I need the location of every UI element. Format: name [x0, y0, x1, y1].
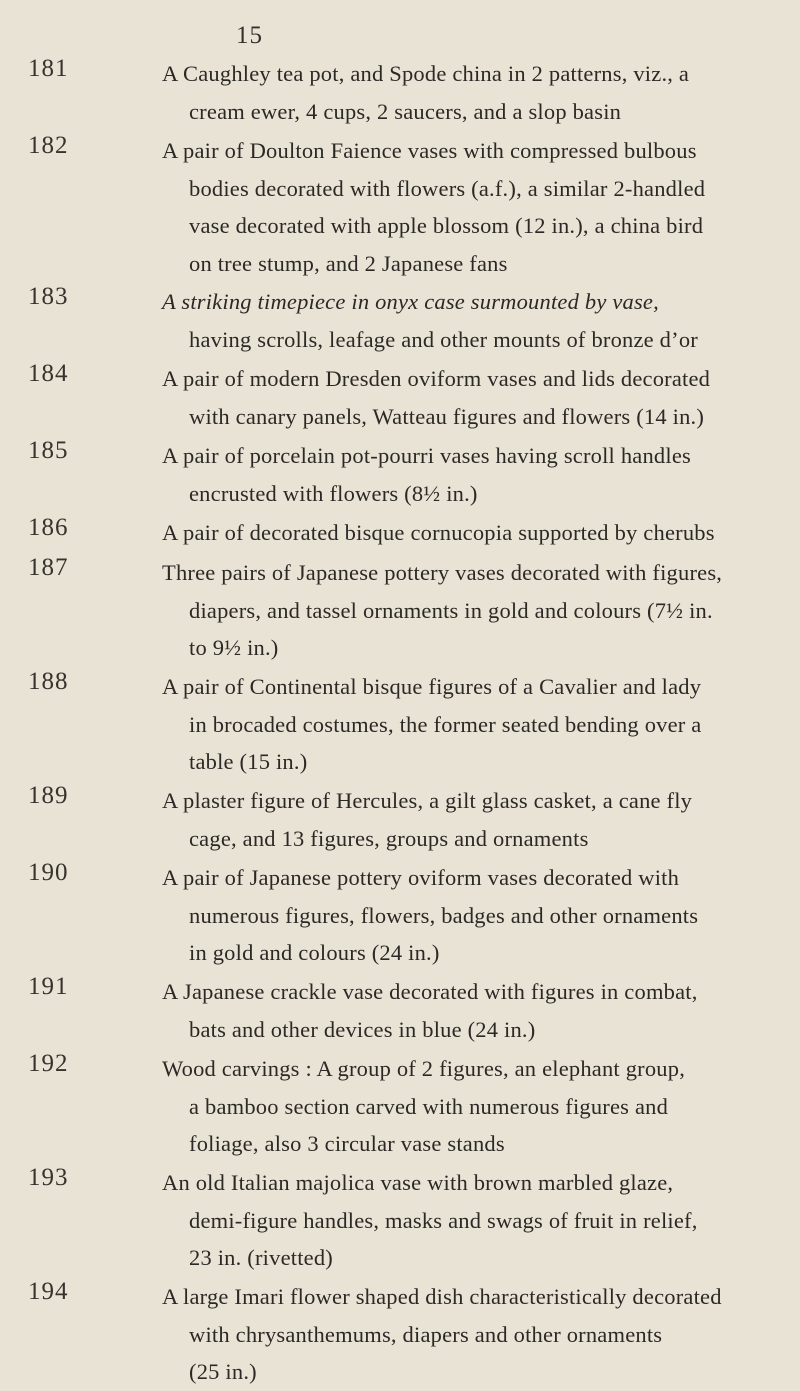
lot-line: on tree stump, and 2 Japanese fans — [189, 250, 508, 276]
lot-line: Three pairs of Japanese pottery vases decorated with figures, — [162, 560, 723, 585]
lot-line: A pair of Continental bisque figures of a Cavalier and lady — [162, 674, 702, 699]
lot-line: Wood carvings : A group of 2 figures, an elephant group, — [162, 1056, 686, 1081]
page-number: 15 — [236, 22, 263, 49]
lot-line: A pair of decorated bisque cornucopia supported by cherubs — [162, 520, 715, 545]
lot-number: 191 — [28, 973, 69, 1000]
lot-number: 194 — [28, 1278, 69, 1305]
lot-line: table (15 in.) — [189, 749, 308, 774]
lot-line: A plaster figure of Hercules, a gilt glass casket, a cane fly — [162, 788, 693, 813]
lot-number: 193 — [28, 1164, 69, 1191]
lot-line: a bamboo section carved with numerous figures and — [189, 1093, 669, 1119]
lot-line: numerous figures, flowers, badges and other ornaments — [189, 902, 699, 928]
lot-number: 192 — [28, 1050, 69, 1077]
lot-line: encrusted with flowers (8½ in.) — [189, 480, 478, 506]
lot-line: with chrysanthemums, diapers and other ornaments — [189, 1321, 663, 1347]
lot-line: having scrolls, leafage and other mounts of bronze d’or — [189, 326, 698, 352]
lot-description — [162, 973, 780, 1048]
lot-number: 183 — [28, 283, 69, 310]
lot-description — [162, 1164, 780, 1277]
lot-description — [162, 514, 780, 552]
lot-description — [162, 1278, 780, 1391]
lot-line: (25 in.) — [189, 1359, 257, 1384]
lot-description — [162, 668, 780, 781]
lot-line: A pair of Doulton Faience vases with compressed bulbous — [162, 138, 697, 163]
lot-number: 187 — [28, 554, 69, 581]
lot-line: bats and other devices in blue (24 in.) — [189, 1016, 536, 1042]
lot-line: cream ewer, 4 cups, 2 saucers, and a slop basin — [189, 98, 622, 124]
lot-line: A Japanese crackle vase decorated with figures in combat, — [162, 979, 698, 1004]
lot-description — [162, 360, 780, 435]
lot-line: cage, and 13 figures, groups and ornaments — [189, 825, 589, 851]
lot-line: demi-figure handles, masks and swags of fruit in relief, — [189, 1207, 698, 1233]
lot-number: 184 — [28, 360, 69, 387]
lot-number: 186 — [28, 514, 69, 541]
lot-number: 190 — [28, 859, 69, 886]
lot-description — [162, 55, 780, 130]
lot-line: with canary panels, Watteau figures and flowers (14 in.) — [189, 403, 705, 429]
lot-line: A pair of Japanese pottery oviform vases decorated with — [162, 865, 680, 890]
lot-line: 23 in. (rivetted) — [189, 1245, 333, 1270]
lot-line: A striking timepiece in onyx case surmounted by vase, — [162, 289, 659, 314]
lot-description — [162, 283, 780, 358]
lot-description — [162, 859, 780, 972]
lot-line: foliage, also 3 circular vase stands — [189, 1131, 505, 1156]
lot-number: 188 — [28, 668, 69, 695]
lot-line: in gold and colours (24 in.) — [189, 940, 440, 965]
lot-number: 182 — [28, 132, 69, 159]
lot-line: vase decorated with apple blossom (12 in.), a china bird — [189, 213, 704, 238]
lot-number: 181 — [28, 55, 69, 82]
lot-line: A pair of porcelain pot-pourri vases having scroll handles — [162, 443, 691, 468]
lot-description — [162, 782, 780, 857]
lot-description — [162, 132, 780, 282]
lot-line: A pair of modern Dresden oviform vases and lids decorated — [162, 366, 711, 391]
lot-description — [162, 1050, 780, 1163]
lot-number: 189 — [28, 782, 69, 809]
lot-line: to 9½ in.) — [189, 635, 279, 660]
lot-description — [162, 554, 780, 667]
lot-line: in brocaded costumes, the former seated bending over a — [189, 711, 702, 737]
lot-line: A Caughley tea pot, and Spode china in 2 patterns, viz., a — [162, 61, 690, 86]
lot-line: bodies decorated with flowers (a.f.), a similar 2-handled — [189, 175, 706, 201]
lot-number: 185 — [28, 437, 69, 464]
lot-line: An old Italian majolica vase with brown marbled glaze, — [162, 1170, 674, 1195]
lot-description — [162, 437, 780, 512]
lot-line: diapers, and tassel ornaments in gold and colours (7½ in. — [189, 597, 713, 623]
lot-line: A large Imari flower shaped dish characteristically decorated — [162, 1284, 722, 1309]
